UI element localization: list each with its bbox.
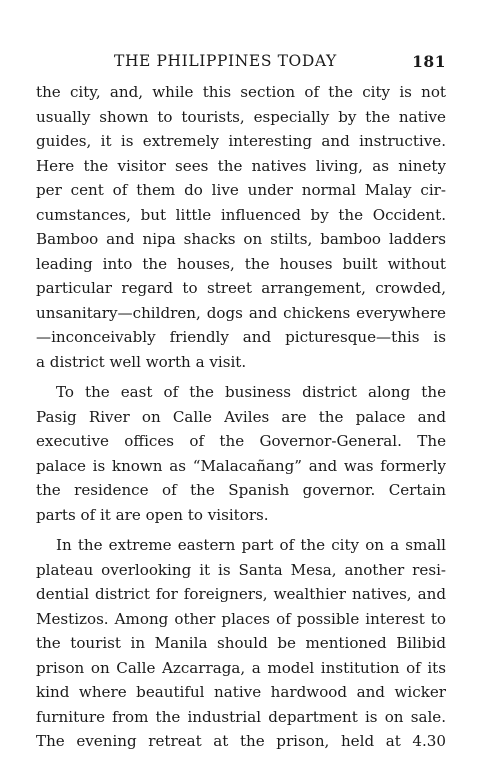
paragraph-2 (36, 380, 446, 527)
text-line: plateau overlooking it is Santa Mesa, another resi- (36, 560, 446, 579)
text-line: furniture from the industrial department is on sale. (36, 707, 446, 726)
text-line: particular regard to street arrangement, crowded, (36, 279, 446, 297)
paragraph-3 (36, 533, 446, 754)
text-line: guides, it is extremely interesting and instructive. (36, 132, 446, 150)
text-line: —inconceivably friendly and picturesque—this is (36, 328, 446, 346)
text-line: In the extreme eastern part of the city on a small (56, 536, 446, 554)
text-line: per cent of them do live under normal Malay cir- (36, 181, 446, 199)
page-number: 181 (412, 52, 446, 71)
text-line: unsanitary—children, dogs and chickens everywhere (36, 303, 446, 322)
text-line: kind where beautiful native hardwood and wicker (36, 683, 446, 701)
text-line: Mestizos. Among other places of possible interest to (36, 609, 446, 628)
text-line: prison on Calle Azcarraga, a model institution of its (36, 658, 446, 677)
text-line: the tourist in Manila should be mentioned Bilibid (36, 634, 446, 652)
text-line: Bamboo and nipa shacks on stilts, bamboo ladders (36, 230, 446, 248)
running-head (36, 48, 446, 76)
text-line: To the east of the business district along the (56, 383, 446, 401)
text-line: palace is known as “Malacañang” and was formerly (36, 456, 446, 475)
text-line: parts of it are open to visitors. (36, 505, 269, 524)
text-line: the city, and, while this section of the city is not (36, 83, 446, 101)
paragraph-1 (36, 80, 446, 374)
text-line: Here the visitor sees the natives living, as ninety (36, 156, 446, 175)
text-line: Pasig River on Calle Aviles are the palace and (36, 407, 446, 426)
book-page (36, 48, 446, 754)
text-line: the residence of the Spanish governor. Certain (36, 481, 446, 499)
text-line: dential district for foreigners, wealthier natives, and (36, 585, 446, 603)
text-line: cumstances, but little influenced by the Occident. (36, 205, 446, 224)
text-line: executive offices of the Governor-General. The (36, 432, 446, 450)
text-line: The evening retreat at the prison, held at 4.30 (36, 732, 446, 750)
text-line: usually shown to tourists, especially by the native (36, 107, 446, 126)
text-line: leading into the houses, the houses built without (36, 254, 446, 273)
text-line: a district well worth a visit. (36, 352, 247, 371)
running-title: THE PHILIPPINES TODAY (114, 52, 337, 70)
